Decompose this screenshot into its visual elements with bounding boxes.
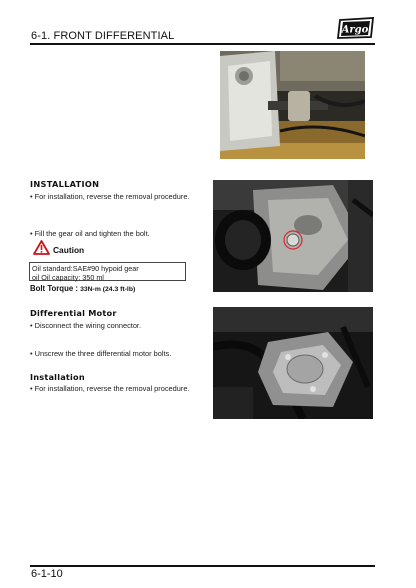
footer-divider	[30, 565, 375, 567]
logo-text: Argo	[341, 24, 369, 36]
differential-motor-heading: Differential Motor	[30, 308, 117, 318]
caution-line-2: oil Oil capacity: 350 ml	[32, 273, 104, 282]
argo-logo	[336, 17, 376, 39]
installation-2-step-1: • For installation, reverse the removal procedure.	[30, 384, 190, 393]
header-divider	[30, 43, 375, 45]
warning-icon	[33, 240, 50, 255]
installation-step-2: • Fill the gear oil and tighten the bolt.	[30, 229, 150, 238]
differential-motor-step-1: • Disconnect the wiring connector.	[30, 321, 142, 330]
differential-motor-step-2: • Unscrew the three differential motor bolts.	[30, 349, 172, 358]
photo-oil-fill-bolt	[213, 180, 373, 292]
caution-line-1: Oil standard:SAE#90 hypoid gear	[32, 264, 139, 273]
installation-step-1: • For installation, reverse the removal procedure.	[30, 192, 190, 201]
page-title: 6-1. FRONT DIFFERENTIAL	[31, 30, 175, 42]
caution-box	[29, 262, 186, 281]
installation-heading: INSTALLATION	[30, 179, 100, 189]
bolt-torque	[30, 284, 135, 293]
bolt-torque-value: 33N-m (24.3 ft-lb)	[80, 286, 136, 293]
page-number: 6-1-10	[31, 568, 63, 580]
caution-label: Caution	[53, 245, 85, 255]
bolt-torque-label: Bolt Torque :	[30, 284, 81, 293]
photo-differential-housing	[220, 51, 365, 159]
installation-heading-2: Installation	[30, 372, 85, 382]
photo-differential-motor	[213, 307, 373, 419]
